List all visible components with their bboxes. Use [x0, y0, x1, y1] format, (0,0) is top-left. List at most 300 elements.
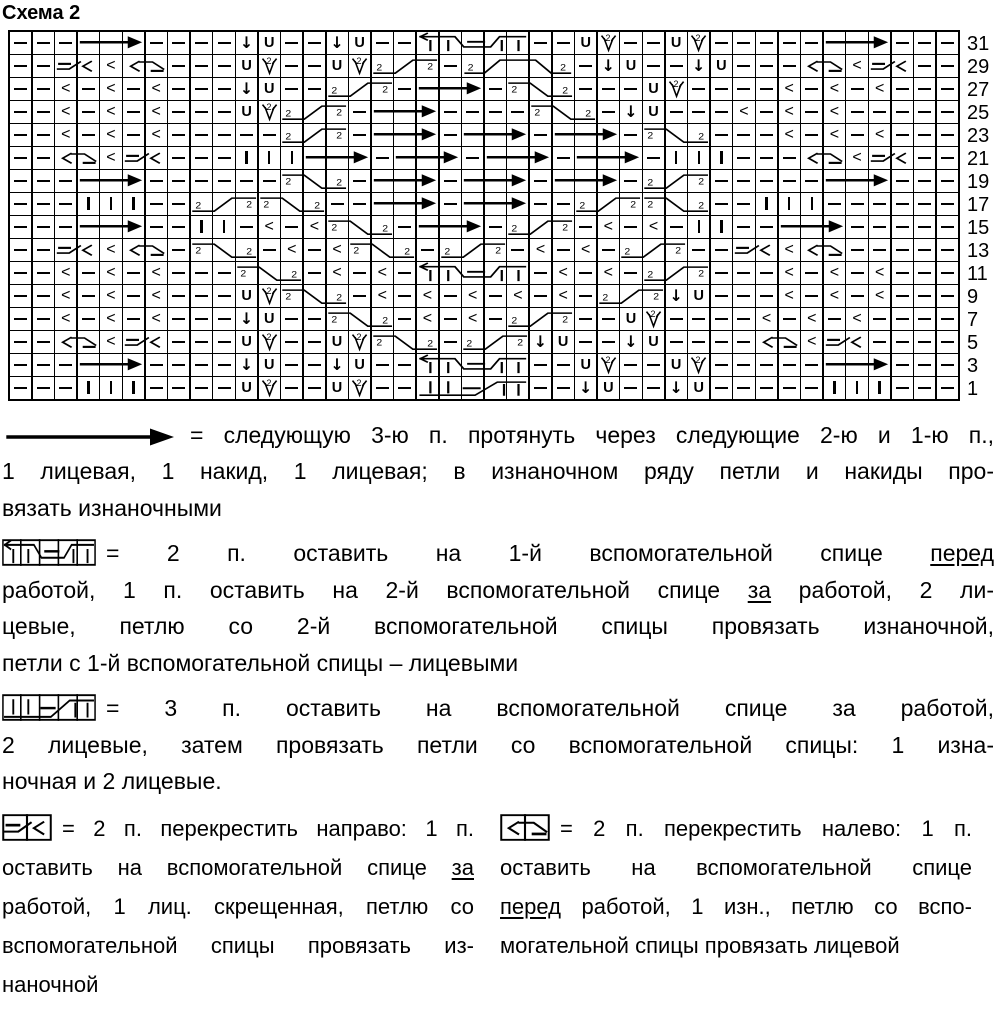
- chart-cell: [507, 331, 528, 353]
- crossed-stitch-icon: <: [422, 286, 433, 304]
- purl-dash: [14, 42, 27, 44]
- chart-cell-knit-bar: [123, 193, 144, 215]
- purl-dash: [195, 364, 208, 366]
- svg-text:2: 2: [698, 132, 705, 143]
- crossed-stitch-icon: <: [874, 125, 885, 143]
- svg-text:2: 2: [647, 270, 654, 281]
- legend-text: цевые, петлю со 2-й вспомогательной спицы провязать изнаночной,: [2, 613, 994, 639]
- chart-cell-purl-dash: [733, 193, 754, 215]
- legend-line: [500, 809, 972, 848]
- purl-dash: [37, 88, 50, 90]
- chart-cell: [507, 55, 528, 77]
- chart-cell-purl-dash: [55, 354, 76, 376]
- chart-cell-purl-dash: [846, 285, 867, 307]
- purl-dash: [760, 65, 773, 67]
- down-arrow-icon: ↓: [330, 354, 344, 374]
- chart-cell-purl-dash: [417, 239, 438, 261]
- chart-cell-purl-dash: [213, 124, 234, 146]
- purl-dash: [511, 249, 524, 251]
- legend-text: наночной: [2, 971, 99, 997]
- purl-dash: [579, 295, 592, 297]
- yarn-over-icon: U: [670, 356, 682, 373]
- svg-text:2: 2: [330, 315, 337, 326]
- chart-cell: [146, 55, 167, 77]
- chart-cell-yarn-over-icon: [349, 354, 370, 376]
- knit-bar: [268, 151, 270, 164]
- chart-cell-purl-dash: [191, 308, 212, 330]
- chart-cell-purl-dash: [281, 354, 302, 376]
- purl-dash: [670, 341, 683, 343]
- chart-cell: [643, 285, 664, 307]
- svg-text:2: 2: [647, 178, 654, 189]
- chart-cell-purl-dash: [756, 78, 777, 100]
- svg-text:2: 2: [511, 224, 518, 235]
- chart-cell-hooked-cable-icon: [417, 354, 438, 376]
- svg-text:2: 2: [356, 377, 362, 388]
- double-stitch-icon: [666, 78, 687, 100]
- chart-cell: [394, 239, 415, 261]
- chart-cell-purl-dash: [846, 101, 867, 123]
- chart-cell: [281, 193, 302, 215]
- crossed-stitch-icon: <: [784, 263, 794, 281]
- crossed-stitch-icon: <: [829, 102, 840, 120]
- purl-dash: [828, 203, 841, 205]
- chart-cell-double-stitch-icon: [643, 308, 664, 330]
- purl-dash: [218, 295, 231, 297]
- chart-cell-crossed-stitch-icon: [643, 216, 664, 238]
- chart-cell-purl-dash: [892, 32, 913, 54]
- purl-dash: [285, 65, 298, 67]
- purl-dash: [715, 364, 728, 366]
- purl-dash: [760, 226, 773, 228]
- chart-cell-crossed-stitch-icon: [55, 101, 76, 123]
- chart-cell: [100, 354, 121, 376]
- chart-cell-purl-dash: [756, 354, 777, 376]
- chart-cell-purl-dash: [394, 216, 415, 238]
- svg-text:2: 2: [647, 200, 654, 211]
- chart-cell-purl-dash: [168, 331, 189, 353]
- chart-cell-purl-dash: [779, 354, 800, 376]
- purl-dash: [59, 203, 72, 205]
- chart-cell-crossed-stitch-icon: [146, 124, 167, 146]
- svg-text:2: 2: [624, 247, 631, 258]
- chart-cell-purl-dash: [620, 170, 641, 192]
- purl-dash: [398, 226, 411, 228]
- chart-cell: [553, 308, 574, 330]
- chart-cell: [372, 239, 393, 261]
- row-number: 5: [967, 331, 979, 354]
- chart-cell-purl-dash: [78, 262, 99, 284]
- chart-cell-crossed-stitch-icon: [100, 239, 121, 261]
- chart-cell-cross-right-icon: [123, 331, 144, 353]
- crossed-stitch-icon: <: [61, 102, 71, 120]
- chart-cell-purl-dash: [892, 101, 913, 123]
- double-stitch-icon: [643, 308, 664, 330]
- chart-cell-crossed-stitch-icon: [146, 101, 167, 123]
- chart-cell-yarn-over-icon: [711, 55, 732, 77]
- purl-dash: [398, 42, 411, 44]
- legend-text: работой, 1 лиц. скрещенная, петлю со: [2, 893, 474, 919]
- chart-cell-purl-dash: [440, 331, 461, 353]
- chart-cell-pull-over-arrow-icon: [372, 101, 393, 123]
- chart-cell-down-arrow-icon: [327, 32, 348, 54]
- double-stitch-icon: [349, 377, 370, 399]
- cross-right-icon: [2, 814, 52, 841]
- purl-dash: [805, 272, 818, 274]
- purl-dash: [172, 134, 185, 136]
- knit-bar: [200, 220, 202, 233]
- chart-cell-purl-dash: [892, 308, 913, 330]
- chart-cell: [259, 262, 280, 284]
- purl-dash: [851, 134, 864, 136]
- chart-cell-down-arrow-icon: [688, 55, 709, 77]
- purl-dash: [918, 387, 931, 389]
- chart-cell-crossed-stitch-icon: [55, 308, 76, 330]
- chart-cell-double-stitch-icon: [259, 55, 280, 77]
- purl-dash: [14, 88, 27, 90]
- chart-cell-purl-dash: [281, 308, 302, 330]
- purl-dash: [692, 341, 705, 343]
- chart-cell-purl-dash: [937, 285, 958, 307]
- yarn-over-icon: U: [648, 333, 659, 350]
- purl-dash: [783, 318, 796, 320]
- yarn-over-icon: U: [263, 34, 275, 51]
- down-arrow-icon: ↓: [624, 101, 638, 121]
- purl-dash: [896, 203, 909, 205]
- chart-cell-purl-dash: [304, 78, 325, 100]
- chart-cell-yarn-over-icon: [643, 101, 664, 123]
- crossed-stitch-icon: <: [106, 286, 116, 304]
- chart-cell: [123, 170, 144, 192]
- chart-cell-purl-dash: [33, 216, 54, 238]
- purl-dash: [941, 203, 954, 205]
- chart-cell-purl-dash: [575, 262, 596, 284]
- chart-cell: [620, 285, 641, 307]
- purl-dash: [896, 111, 909, 113]
- purl-dash: [941, 387, 954, 389]
- yarn-over-icon: U: [263, 310, 275, 327]
- chart-cell-crossed-stitch-icon: [779, 78, 800, 100]
- purl-dash: [37, 318, 50, 320]
- knit-bar: [765, 197, 767, 210]
- chart-cell-purl-dash: [553, 239, 574, 261]
- chart-cell-knit-bar: [711, 147, 732, 169]
- chart-cell: [349, 308, 370, 330]
- purl-dash: [534, 180, 547, 182]
- chart-cell-crossed-stitch-icon: [869, 124, 890, 146]
- purl-dash: [670, 318, 683, 320]
- chart-cell-purl-dash: [236, 124, 257, 146]
- legend-text: петли с 1-й вспомогательной спицы – лицевыми: [2, 649, 519, 676]
- legend-text: работой, 1 п. оставить на 2-й вспомогательной спице: [2, 576, 748, 603]
- crossed-stitch-icon: <: [106, 79, 116, 97]
- legend-text: = 3 п. оставить на вспомогательной спице за работой,: [106, 695, 994, 721]
- chart-cell: [327, 101, 348, 123]
- svg-text:2: 2: [336, 293, 343, 304]
- purl-dash: [851, 88, 864, 90]
- chart-cell-purl-dash: [688, 78, 709, 100]
- purl-dash: [285, 88, 298, 90]
- svg-text:2: 2: [695, 32, 701, 43]
- purl-dash: [715, 318, 728, 320]
- chart-cell: [507, 170, 528, 192]
- chart-cell: [507, 262, 528, 284]
- svg-text:2: 2: [266, 331, 272, 342]
- chart-cell-held-cable-icon: [417, 377, 438, 399]
- purl-dash: [82, 272, 95, 274]
- legend-section: [2, 417, 994, 527]
- chart-cell: [598, 124, 619, 146]
- purl-dash: [263, 180, 276, 182]
- chart-cell-purl-dash: [553, 377, 574, 399]
- purl-dash: [737, 295, 750, 297]
- chart-cell-purl-dash: [394, 285, 415, 307]
- chart-cell-purl-dash: [914, 193, 935, 215]
- chart-cell-down-arrow-icon: [530, 331, 551, 353]
- crossed-stitch-icon: <: [852, 56, 862, 74]
- knit-bar: [720, 220, 722, 233]
- chart-cell-purl-dash: [575, 308, 596, 330]
- chart-cell-purl-dash: [485, 285, 506, 307]
- purl-dash: [308, 249, 321, 251]
- chart-cell-purl-dash: [394, 262, 415, 284]
- chart-cell-purl-dash: [236, 170, 257, 192]
- purl-dash: [444, 111, 457, 113]
- chart-cell-purl-dash: [688, 308, 709, 330]
- purl-dash: [195, 111, 208, 113]
- down-arrow-icon: ↓: [239, 32, 254, 52]
- double-stitch-icon: [688, 32, 709, 54]
- chart-cell-purl-dash: [191, 354, 212, 376]
- purl-dash: [127, 88, 140, 90]
- chart-cell-purl-dash: [937, 124, 958, 146]
- crossed-stitch-icon: <: [468, 286, 478, 304]
- chart-cell-crossed-stitch-icon: [259, 216, 280, 238]
- chart-cell-crossed-stitch-icon: [553, 262, 574, 284]
- chart-cell-purl-dash: [78, 101, 99, 123]
- chart-cell-purl-dash: [643, 377, 664, 399]
- chart-cell-knit-bar: [213, 216, 234, 238]
- double-stitch-icon: [598, 354, 619, 376]
- page-title: Схема 2: [2, 2, 81, 24]
- chart-cell-purl-dash: [598, 78, 619, 100]
- crossed-stitch-icon: <: [151, 79, 161, 97]
- chart-cell-crossed-stitch-icon: [824, 124, 845, 146]
- chart-cell-purl-dash: [146, 216, 167, 238]
- chart-cell-purl-dash: [304, 354, 325, 376]
- chart-cell: [485, 377, 506, 399]
- purl-dash: [941, 364, 954, 366]
- purl-dash: [534, 272, 547, 274]
- chart-cell-down-arrow-icon: [575, 377, 596, 399]
- svg-text:2: 2: [585, 109, 592, 120]
- chart-cell-purl-dash: [598, 101, 619, 123]
- chart-cell-cable-rise-icon: [462, 331, 524, 353]
- chart-cell-crossed-stitch-icon: [553, 285, 574, 307]
- chart-cell-purl-dash: [937, 308, 958, 330]
- chart-cell-purl-dash: [10, 262, 31, 284]
- purl-dash: [14, 272, 27, 274]
- purl-dash: [737, 272, 750, 274]
- chart-cell: [530, 308, 551, 330]
- chart-cell-down-arrow-icon: [236, 32, 257, 54]
- knit-bar: [698, 220, 700, 233]
- crossed-stitch-icon: <: [558, 286, 568, 304]
- chart-cell-purl-dash: [281, 55, 302, 77]
- chart-cell-purl-dash: [666, 55, 687, 77]
- chart-cell-crossed-stitch-icon: [55, 124, 76, 146]
- purl-dash: [308, 88, 321, 90]
- purl-dash: [624, 364, 637, 366]
- purl-dash: [896, 42, 909, 44]
- chart-cell-purl-dash: [688, 331, 709, 353]
- purl-dash: [760, 88, 773, 90]
- chart-cell-purl-dash: [801, 124, 822, 146]
- double-stitch-icon: [598, 32, 619, 54]
- yarn-over-icon: U: [693, 379, 704, 396]
- chart-cell-double-stitch-icon: [259, 377, 280, 399]
- knit-bar: [878, 381, 880, 394]
- purl-dash: [670, 65, 683, 67]
- svg-text:2: 2: [285, 109, 292, 120]
- chart-cell-cable-fall-icon: [281, 285, 343, 307]
- chart-cell-pull-over-arrow-icon: [553, 124, 574, 146]
- purl-dash: [308, 364, 321, 366]
- chart-cell-crossed-stitch-icon: [869, 285, 890, 307]
- chart-cell-knit-bar: [779, 193, 800, 215]
- row-number: 1: [967, 377, 979, 400]
- chart-cell: [507, 193, 528, 215]
- chart-cell-purl-dash: [33, 170, 54, 192]
- chart-cell-purl-dash: [733, 308, 754, 330]
- yarn-over-icon: U: [625, 57, 637, 74]
- crossed-stitch-icon: <: [422, 309, 433, 327]
- chart-cell-purl-dash: [575, 55, 596, 77]
- yarn-over-icon: U: [263, 356, 275, 373]
- chart-cell: [417, 55, 438, 77]
- crossed-stitch-icon: <: [106, 102, 116, 120]
- purl-dash: [647, 387, 660, 389]
- purl-dash: [557, 157, 570, 159]
- chart-cell-purl-dash: [55, 377, 76, 399]
- knit-bar: [698, 151, 700, 164]
- chart-cell-pull-over-arrow-icon: [394, 147, 415, 169]
- chart-cell-purl-dash: [146, 32, 167, 54]
- chart-cell-purl-dash: [711, 308, 732, 330]
- chart-cell-purl-dash: [372, 32, 393, 54]
- chart-cell-crossed-stitch-icon: [598, 216, 619, 238]
- chart-cell-pull-over-arrow-icon: [824, 32, 845, 54]
- legend-line: [2, 727, 994, 764]
- chart-cell: [327, 170, 348, 192]
- purl-dash: [692, 111, 705, 113]
- chart-cell-knit-bar: [100, 193, 121, 215]
- held-cable-icon: [2, 694, 96, 721]
- purl-dash: [737, 387, 750, 389]
- chart-cell-crossed-stitch-icon: [598, 262, 619, 284]
- chart-cell-knit-bar: [688, 147, 709, 169]
- legend-line: [2, 608, 994, 645]
- purl-dash: [37, 272, 50, 274]
- chart-cell: [417, 331, 438, 353]
- purl-dash: [37, 341, 50, 343]
- chart-cell-purl-dash: [779, 147, 800, 169]
- purl-dash: [896, 249, 909, 251]
- chart-cell-purl-dash: [259, 170, 280, 192]
- chart-cell-purl-dash: [10, 124, 31, 146]
- chart-cell-purl-dash: [10, 354, 31, 376]
- purl-dash: [579, 272, 592, 274]
- chart-cell: [530, 216, 551, 238]
- purl-dash: [557, 203, 570, 205]
- purl-dash: [195, 180, 208, 182]
- purl-dash: [896, 295, 909, 297]
- chart-cell-crossed-stitch-icon: [801, 308, 822, 330]
- chart-cell-purl-dash: [711, 377, 732, 399]
- chart-cell-cable-rise-icon: [281, 101, 343, 123]
- chart-cell-purl-dash: [733, 331, 754, 353]
- chart-cell-double-stitch-icon: [259, 285, 280, 307]
- crossed-stitch-icon: <: [332, 240, 342, 258]
- chart-cell-pull-over-arrow-icon: [78, 32, 99, 54]
- purl-dash: [489, 318, 502, 320]
- chart-cell-purl-dash: [779, 170, 800, 192]
- chart-cell-purl-dash: [914, 216, 935, 238]
- chart-cell-cable-fall-icon: [530, 101, 592, 123]
- purl-dash: [14, 65, 27, 67]
- chart-cell-purl-dash: [394, 377, 415, 399]
- chart-cell-cable-arch-icon: [462, 55, 567, 77]
- purl-dash: [37, 226, 50, 228]
- chart-cell: [824, 216, 845, 238]
- chart-cell: [417, 147, 438, 169]
- chart-cell-purl-dash: [914, 170, 935, 192]
- chart-cell-purl-dash: [440, 170, 461, 192]
- chart-cell-purl-dash: [914, 331, 935, 353]
- purl-dash: [353, 203, 366, 205]
- chart-cell-purl-dash: [756, 55, 777, 77]
- chart-cell-crossed-stitch-icon: [733, 101, 754, 123]
- yarn-over-icon: U: [580, 356, 591, 373]
- purl-dash: [127, 134, 140, 136]
- chart-cell-knit-bar: [869, 377, 890, 399]
- chart-cell-yarn-over-icon: [598, 377, 619, 399]
- chart-cell-crossed-stitch-icon: [100, 147, 121, 169]
- chart-cell: [485, 124, 506, 146]
- double-stitch-icon: [349, 55, 370, 77]
- chart-cell-double-stitch-icon: [688, 32, 709, 54]
- chart-cell-purl-dash: [733, 262, 754, 284]
- crossed-stitch-icon: <: [106, 240, 116, 258]
- svg-text:2: 2: [246, 247, 252, 258]
- chart-cell: [146, 239, 167, 261]
- purl-dash: [760, 272, 773, 274]
- chart-cell-purl-dash: [801, 101, 822, 123]
- chart-cell: [78, 331, 99, 353]
- chart-cell: [688, 193, 709, 215]
- svg-text:2: 2: [285, 177, 292, 188]
- chart-cell-cable-rise-icon: [575, 193, 637, 215]
- chart-cell: [801, 216, 822, 238]
- chart-cell: [756, 239, 777, 261]
- chart-cell: [100, 170, 121, 192]
- chart-cell-purl-dash: [914, 285, 935, 307]
- chart-cell-pull-over-arrow-icon: [78, 170, 99, 192]
- chart-cell-crossed-stitch-icon: [100, 331, 121, 353]
- chart-cell-purl-dash: [123, 78, 144, 100]
- chart-cell-purl-dash: [146, 354, 167, 376]
- knit-bar: [132, 381, 134, 394]
